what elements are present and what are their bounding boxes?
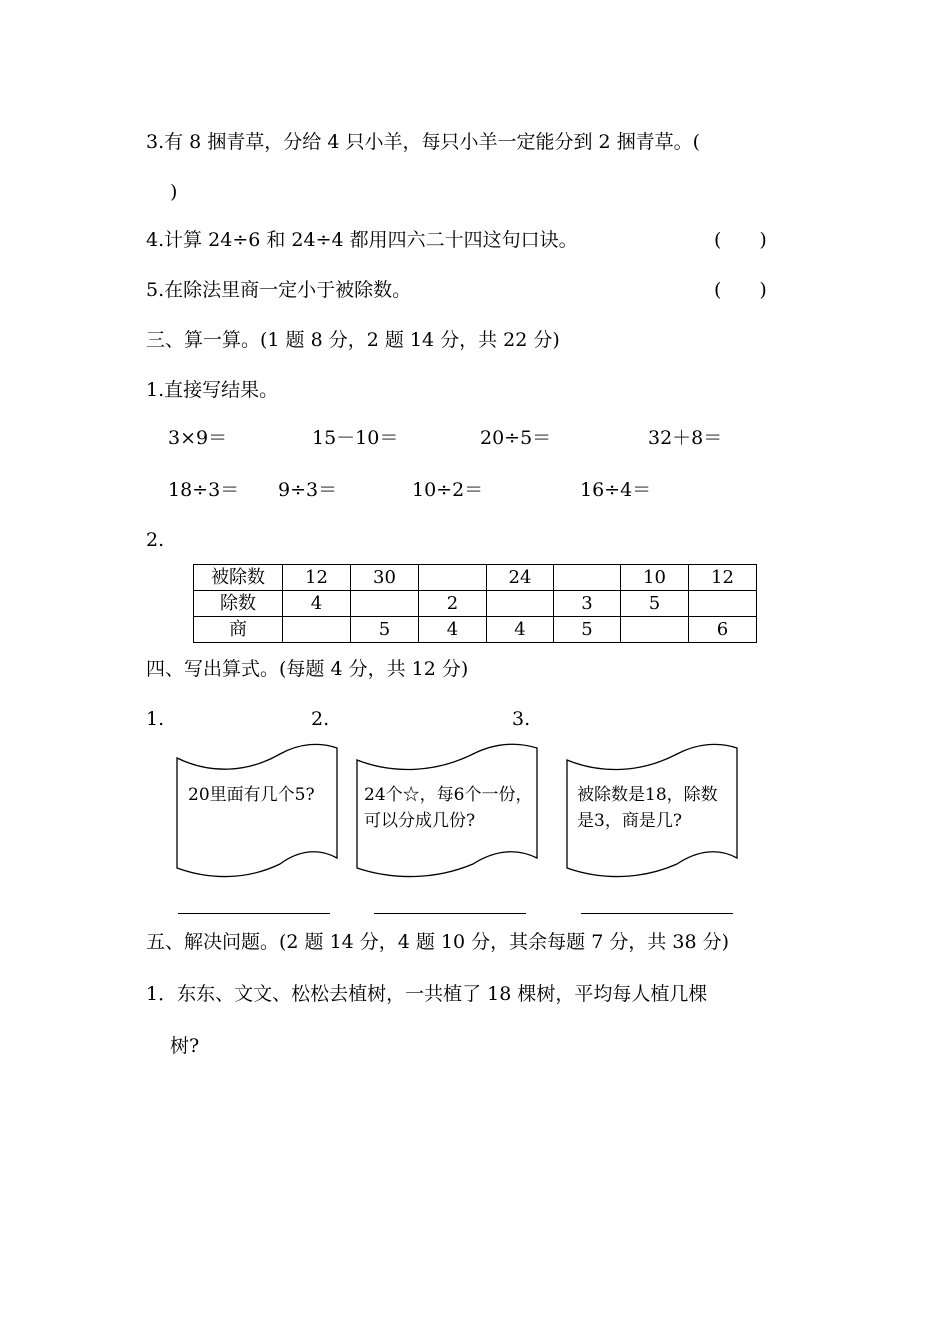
judge-q3-paren-close[interactable]: ) <box>170 181 178 203</box>
table-cell[interactable] <box>487 591 554 617</box>
table-cell[interactable] <box>283 617 351 643</box>
section5-q1-line1: 1．东东、文文、松松去植树，一共植了 18 棵树，平均每人植几棵 <box>146 983 708 1005</box>
table-row-header: 商 <box>194 617 283 643</box>
calc-item[interactable]: 32＋8＝ <box>648 427 723 449</box>
scroll-text-2-line-1: 24个☆，每6个一份， <box>364 785 533 805</box>
table-cell[interactable]: 5 <box>554 617 621 643</box>
answer-line[interactable] <box>374 913 526 914</box>
judge-q3: 3.有 8 捆青草，分给 4 只小羊，每只小羊一定能分到 2 捆青草。( <box>146 131 701 153</box>
scroll-text-2-line-2: 可以分成几份? <box>364 811 476 831</box>
scroll-text-3-line-2: 是3，商是几? <box>577 811 682 831</box>
section3-title: 三、算一算。(1 题 8 分，2 题 14 分，共 22 分) <box>146 329 560 351</box>
table-cell[interactable]: 6 <box>689 617 757 643</box>
problem-number: 3. <box>512 708 531 730</box>
table-row-header: 除数 <box>194 591 283 617</box>
section4-title: 四、写出算式。(每题 4 分，共 12 分) <box>146 658 469 680</box>
table-cell[interactable] <box>419 565 487 591</box>
table-cell[interactable]: 3 <box>554 591 621 617</box>
table-cell[interactable] <box>351 591 419 617</box>
scroll-card-icon <box>175 740 340 882</box>
table-cell[interactable]: 2 <box>419 591 487 617</box>
table-cell[interactable]: 12 <box>689 565 757 591</box>
calc-item[interactable]: 10÷2＝ <box>412 479 484 501</box>
answer-line[interactable] <box>178 913 330 914</box>
table-row-header: 被除数 <box>194 565 283 591</box>
table-cell[interactable]: 30 <box>351 565 419 591</box>
section5-q1-line2: 树? <box>170 1035 200 1057</box>
calc-item[interactable]: 9÷3＝ <box>278 479 338 501</box>
section3-part2-label: 2. <box>146 529 165 551</box>
table-cell[interactable]: 5 <box>621 591 689 617</box>
table-cell[interactable] <box>554 565 621 591</box>
judge-q5: 5.在除法里商一定小于被除数。 <box>146 279 412 301</box>
judge-q5-answer-paren[interactable]: ( ) <box>714 279 767 301</box>
table-cell[interactable] <box>689 591 757 617</box>
problem-number: 1. <box>146 708 165 730</box>
table-cell[interactable]: 12 <box>283 565 351 591</box>
problem-number: 2. <box>311 708 330 730</box>
division-table <box>193 564 757 643</box>
section3-part1-label: 1.直接写结果。 <box>146 379 279 401</box>
judge-q4: 4.计算 24÷6 和 24÷4 都用四六二十四这句口诀。 <box>146 229 578 251</box>
table-cell[interactable]: 4 <box>419 617 487 643</box>
answer-line[interactable] <box>581 913 733 914</box>
section5-title: 五、解决问题。(2 题 14 分，4 题 10 分，其余每题 7 分，共 38 分) <box>146 931 730 953</box>
calc-item[interactable]: 18÷3＝ <box>168 479 240 501</box>
calc-item[interactable]: 3×9＝ <box>168 427 228 449</box>
table-cell[interactable]: 24 <box>487 565 554 591</box>
table-cell[interactable] <box>621 617 689 643</box>
table-cell[interactable]: 5 <box>351 617 419 643</box>
table-row-dividend <box>194 565 757 591</box>
calc-item[interactable]: 15－10＝ <box>312 427 399 449</box>
scroll-text-1: 20里面有几个5? <box>188 785 315 805</box>
scroll-text-3-line-1: 被除数是18，除数 <box>577 785 718 805</box>
calc-item[interactable]: 20÷5＝ <box>480 427 552 449</box>
table-cell[interactable]: 4 <box>487 617 554 643</box>
table-cell[interactable]: 10 <box>621 565 689 591</box>
table-row-divisor <box>194 591 757 617</box>
calc-item[interactable]: 16÷4＝ <box>580 479 652 501</box>
table-row-quotient <box>194 617 757 643</box>
table-cell[interactable]: 4 <box>283 591 351 617</box>
judge-q4-answer-paren[interactable]: ( ) <box>714 229 767 251</box>
